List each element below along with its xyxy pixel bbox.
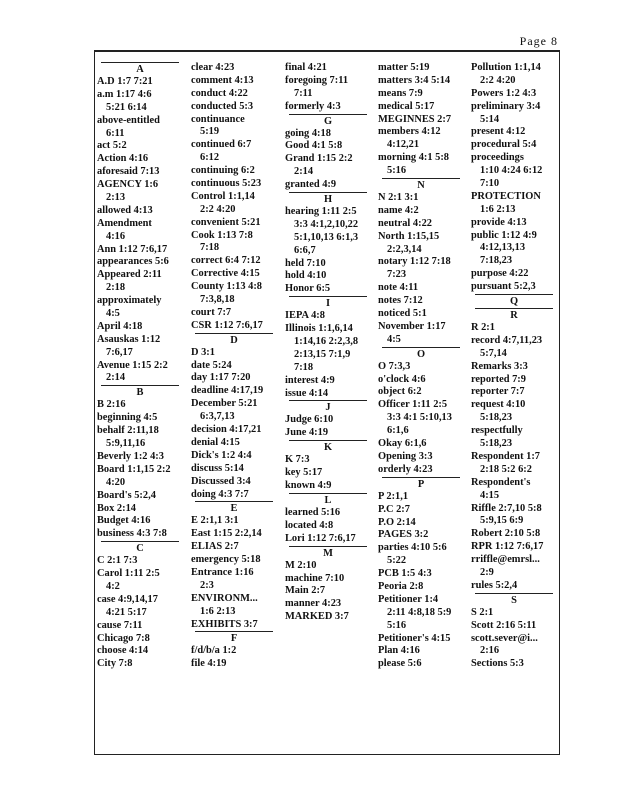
index-entry: East 1:15 2:2,14 [191, 528, 262, 540]
index-entry: Action 4:16 [97, 153, 149, 165]
index-entry: provide 4:13 [471, 216, 527, 228]
index-entry: purpose 4:22 [471, 268, 529, 280]
index-entry-continuation: 6:3,7,13 [200, 411, 235, 423]
index-entry-continuation: 2:2 4:20 [200, 203, 236, 215]
index-entry: located 4:8 [285, 519, 334, 531]
index-entry: Budget 4:16 [97, 515, 151, 527]
index-entry: Petitioner's 4:15 [378, 632, 451, 644]
index-entry: Plan 4:16 [378, 645, 420, 657]
index-entry: procedural 5:4 [471, 139, 537, 151]
index-entry: D 3:1 [191, 346, 215, 358]
index-column-3 [285, 62, 371, 624]
index-entry: Grand 1:15 2:2 [285, 153, 353, 165]
section-header: H [285, 192, 371, 206]
index-entry-continuation: 6:1,6 [387, 425, 409, 437]
index-entry: appearances 5:6 [97, 256, 169, 268]
index-entry: CSR 1:12 7:6,17 [191, 319, 263, 331]
index-entry: foregoing 7:11 [285, 74, 349, 86]
section-header: G [285, 114, 371, 128]
index-entry: Asauskas 1:12 [97, 333, 161, 345]
index-entry: business 4:3 7:8 [97, 528, 167, 540]
index-entry: B 2:16 [97, 399, 126, 411]
index-entry: hold 4:10 [285, 270, 327, 282]
index-entry: clear 4:23 [191, 62, 235, 73]
index-entry-continuation: 5:18,23 [480, 438, 513, 450]
index-entry: granted 4:9 [285, 179, 337, 191]
index-entry: notes 7:12 [378, 295, 423, 307]
index-entry: S 2:1 [471, 606, 494, 618]
index-entry: North 1:15,15 [378, 230, 440, 242]
index-entry-continuation: 7:11 [294, 87, 313, 99]
index-entry-continuation: 4:12,13,13 [480, 242, 526, 254]
section-header: Q [471, 294, 557, 308]
index-entry: machine 7:10 [285, 572, 345, 584]
index-entry: object 6:2 [378, 386, 422, 398]
index-entry: Honor 6:5 [285, 283, 331, 295]
index-entry: Control 1:1,14 [191, 190, 255, 202]
index-entry: scott.sever@i... [471, 632, 538, 644]
index-column-5 [471, 62, 557, 671]
index-entry: reporter 7:7 [471, 386, 525, 398]
index-entry: Box 2:14 [97, 502, 136, 514]
index-entry: Good 4:1 5:8 [285, 140, 343, 152]
index-column-4 [378, 62, 464, 671]
index-entry: AGENCY 1:6 [97, 179, 159, 191]
index-entry: Illinois 1:1,6,14 [285, 323, 353, 335]
index-entry: deadline 4:17,19 [191, 385, 264, 397]
index-entry-continuation: 6:11 [106, 127, 125, 139]
index-entry: M 2:10 [285, 559, 317, 571]
index-entry: known 4:9 [285, 480, 332, 492]
index-entry-continuation: 4:5 [387, 333, 401, 345]
section-header: F [191, 631, 277, 645]
index-entry-continuation: 5:16 [387, 165, 407, 177]
index-entry: Corrective 4:15 [191, 268, 260, 280]
index-entry: Beverly 1:2 4:3 [97, 450, 164, 462]
index-entry: Dick's 1:2 4:4 [191, 449, 252, 461]
index-entry-continuation: 3:3 4:1 5:10,13 [387, 412, 452, 424]
index-entry-continuation: 5:19 [200, 126, 220, 138]
index-entry: ENVIRONM... [191, 592, 258, 604]
index-entry-continuation: 2:3 [200, 579, 214, 591]
index-entry: matters 3:4 5:14 [378, 74, 451, 86]
index-entry-continuation: 7:18 [200, 242, 220, 254]
index-entry: Discussed 3:4 [191, 475, 251, 487]
index-entry: going 4:18 [285, 127, 331, 139]
index-entry: Peoria 2:8 [378, 580, 424, 592]
index-entry: o'clock 4:6 [378, 373, 426, 385]
index-entry: Chicago 7:8 [97, 632, 150, 644]
index-entry-continuation: 5:22 [387, 555, 407, 567]
index-entry: final 4:21 [285, 62, 327, 73]
index-entry: reported 7:9 [471, 373, 526, 385]
index-entry: above-entitled [97, 114, 160, 126]
index-entry-continuation: 7:3,8,18 [200, 294, 235, 306]
index-entry: rules 5:2,4 [471, 579, 518, 591]
section-header: P [378, 477, 464, 491]
index-entry: respectfully [471, 425, 523, 437]
index-entry: medical 5:17 [378, 100, 435, 112]
index-entry: continuance [191, 113, 245, 125]
index-entry-continuation: 2:14 [294, 166, 314, 178]
index-entry: ELIAS 2:7 [191, 541, 239, 553]
index-entry: Officer 1:11 2:5 [378, 399, 448, 411]
index-entry: name 4:2 [378, 204, 419, 216]
index-entry-continuation: 1:10 4:24 6:12 [480, 165, 543, 177]
index-entry: allowed 4:13 [97, 204, 153, 216]
index-entry: key 5:17 [285, 467, 323, 479]
index-entry: manner 4:23 [285, 598, 342, 610]
index-entry-continuation: 2:18 [106, 282, 126, 294]
index-entry: approximately [97, 295, 162, 307]
index-entry: Appeared 2:11 [97, 269, 162, 281]
index-entry: Okay 6:1,6 [378, 438, 427, 450]
index-entry: f/d/b/a 1:2 [191, 645, 237, 657]
index-entry: Riffle 2:7,10 5:8 [471, 502, 542, 514]
index-entry: rriffle@emrsl... [471, 554, 540, 566]
index-entry: PROTECTION [471, 190, 541, 202]
index-entry: Cook 1:13 7:8 [191, 229, 253, 241]
index-entry-continuation: 7:23 [387, 269, 407, 281]
index-entry: neutral 4:22 [378, 217, 432, 229]
index-entry: MEGINNES 2:7 [378, 113, 452, 125]
index-entry: PCB 1:5 4:3 [378, 568, 432, 580]
index-entry: C 2:1 7:3 [97, 555, 138, 567]
index-entry-continuation: 5:9,15 6:9 [480, 515, 524, 527]
section-header: S [471, 593, 557, 607]
index-entry: noticed 5:1 [378, 308, 427, 320]
index-entry-continuation: 1:14,16 2:2,3,8 [294, 336, 359, 348]
index-entry: cause 7:11 [97, 619, 143, 631]
index-entry: please 5:6 [378, 658, 422, 670]
index-entry: choose 4:14 [97, 645, 149, 657]
index-entry: date 5:24 [191, 359, 232, 371]
index-entry: June 4:19 [285, 427, 329, 439]
section-header: B [97, 385, 183, 399]
index-entry-continuation: 2:9 [480, 566, 494, 578]
index-entry: continued 6:7 [191, 139, 252, 151]
page-number: Page 8 [519, 34, 558, 48]
index-entry: Judge 6:10 [285, 414, 334, 426]
index-entry: RPR 1:12 7:6,17 [471, 541, 544, 553]
index-entry: Robert 2:10 5:8 [471, 528, 541, 540]
index-entry: Respondent's [471, 476, 531, 488]
index-entry: continuing 6:2 [191, 165, 255, 177]
index-entry: R 2:1 [471, 322, 495, 334]
index-entry: record 4:7,11,23 [471, 334, 543, 346]
index-entry-continuation: 4:12,21 [387, 139, 420, 151]
index-entry: conduct 4:22 [191, 87, 248, 99]
index-entry: morning 4:1 5:8 [378, 152, 449, 164]
section-header: A [97, 62, 183, 76]
index-entry: behalf 2:11,18 [97, 425, 159, 437]
index-frame [94, 50, 560, 755]
index-entry: P.C 2:7 [378, 503, 410, 515]
index-entry: Lori 1:12 7:6,17 [285, 532, 356, 544]
index-entry: Petitioner 1:4 [378, 593, 439, 605]
index-entry: O 7:3,3 [378, 360, 411, 372]
index-entry-continuation: 5:7,14 [480, 347, 507, 359]
index-column-1 [97, 62, 183, 671]
index-entry: P.O 2:14 [378, 516, 416, 528]
index-entry: MARKED 3:7 [285, 611, 349, 623]
index-entry: comment 4:13 [191, 74, 254, 86]
index-entry: November 1:17 [378, 320, 446, 332]
index-entry: public 1:12 4:9 [471, 229, 537, 241]
index-entry: County 1:13 4:8 [191, 281, 263, 293]
index-entry-continuation: 2:18 5:2 6:2 [480, 463, 532, 475]
index-entry: learned 5:16 [285, 506, 341, 518]
index-entry: Respondent 1:7 [471, 450, 540, 462]
index-entry-continuation: 6:6,7 [294, 244, 316, 256]
index-entry-continuation: 1:6 2:13 [200, 605, 236, 617]
index-entry-continuation: 3:3 4:1,2,10,22 [294, 218, 359, 230]
index-entry-continuation: 5:9,11,16 [106, 438, 146, 450]
section-header: M [285, 546, 371, 560]
section-header: K [285, 440, 371, 454]
index-entry: means 7:9 [378, 87, 423, 99]
index-entry: EXHIBITS 3:7 [191, 618, 258, 630]
index-entry: A.D 1:7 7:21 [97, 76, 153, 87]
index-entry: Amendment [97, 217, 152, 229]
index-entry: issue 4:14 [285, 387, 329, 399]
index-entry-continuation: 6:12 [200, 152, 220, 164]
index-entry-continuation: 5:21 6:14 [106, 101, 147, 113]
index-entry: act 5:2 [97, 140, 127, 152]
index-entry: doing 4:3 7:7 [191, 488, 249, 500]
section-header: L [285, 493, 371, 507]
index-entry: orderly 4:23 [378, 463, 433, 475]
index-entry-continuation: 7:10 [480, 178, 500, 190]
index-entry-continuation: 7:18,23 [480, 255, 513, 267]
index-entry: matter 5:19 [378, 62, 430, 73]
index-entry: April 4:18 [97, 320, 143, 332]
index-entry: Main 2:7 [285, 585, 326, 597]
index-entry: discuss 5:14 [191, 462, 244, 474]
index-entry-continuation: 2:16 [480, 645, 500, 657]
section-header: C [97, 541, 183, 555]
index-entry: City 7:8 [97, 658, 133, 670]
index-entry: aforesaid 7:13 [97, 166, 160, 178]
index-entry: correct 6:4 7:12 [191, 255, 261, 267]
index-entry: day 1:17 7:20 [191, 372, 251, 384]
index-entry: a.m 1:17 4:6 [97, 88, 152, 100]
index-entry: pursuant 5:2,3 [471, 281, 536, 293]
index-entry-continuation: 2:11 4:8,18 5:9 [387, 606, 452, 618]
index-entry: request 4:10 [471, 399, 526, 411]
index-entry-continuation: 7:18 [294, 361, 314, 373]
index-entry: N 2:1 3:1 [378, 192, 419, 204]
index-entry: E 2:1,1 3:1 [191, 515, 239, 527]
section-header: D [191, 333, 277, 347]
index-entry: Sections 5:3 [471, 658, 524, 670]
index-entry: P 2:1,1 [378, 490, 409, 502]
index-entry-continuation: 1:6 2:13 [480, 203, 516, 215]
index-entry: IEPA 4:8 [285, 310, 325, 322]
index-entry: decision 4:17,21 [191, 424, 262, 436]
index-entry: held 7:10 [285, 257, 326, 269]
index-entry: case 4:9,14,17 [97, 593, 158, 605]
index-entry: Ann 1:12 7:6,17 [97, 243, 168, 255]
index-entry: Avenue 1:15 2:2 [97, 359, 168, 371]
index-entry-continuation: 7:6,17 [106, 346, 133, 358]
index-entry-continuation: 5:14 [480, 113, 500, 125]
index-entry-continuation: 4:2 [106, 580, 120, 592]
index-entry-continuation: 5:16 [387, 619, 407, 631]
index-entry: formerly 4:3 [285, 100, 341, 112]
index-entry-continuation: 2:2,3,14 [387, 243, 422, 255]
index-entry: present 4:12 [471, 126, 526, 138]
index-entry: emergency 5:18 [191, 554, 261, 566]
index-entry: Board's 5:2,4 [97, 489, 156, 501]
index-entry: Opening 3:3 [378, 450, 433, 462]
index-entry: notary 1:12 7:18 [378, 256, 451, 268]
index-entry-continuation: 4:5 [106, 308, 120, 320]
index-entry: proceedings [471, 152, 524, 164]
index-entry: Board 1:1,15 2:2 [97, 463, 171, 475]
index-entry-continuation: 5:18,23 [480, 412, 513, 424]
index-entry: continuous 5:23 [191, 178, 262, 190]
index-entry: K 7:3 [285, 454, 310, 466]
section-header: J [285, 400, 371, 414]
section-header: R [471, 308, 557, 322]
index-entry: Entrance 1:16 [191, 566, 254, 578]
index-entry: beginning 4:5 [97, 412, 158, 424]
index-entry: PAGES 3:2 [378, 529, 429, 541]
index-entry: convenient 5:21 [191, 216, 261, 228]
index-entry-continuation: 2:13 [106, 192, 126, 204]
index-entry: Remarks 3:3 [471, 360, 528, 372]
index-entry: Scott 2:16 5:11 [471, 619, 537, 631]
section-header: E [191, 501, 277, 515]
index-entry: preliminary 3:4 [471, 100, 541, 112]
index-entry: hearing 1:11 2:5 [285, 206, 357, 218]
index-entry: file 4:19 [191, 658, 227, 670]
index-entry: December 5:21 [191, 398, 258, 410]
section-header: N [378, 178, 464, 192]
index-entry-continuation: 5:1,10,13 6:1,3 [294, 231, 359, 243]
index-entry: Carol 1:11 2:5 [97, 568, 160, 580]
index-entry: members 4:12 [378, 126, 441, 138]
index-entry: Pollution 1:1,14 [471, 62, 541, 73]
index-entry-continuation: 4:20 [106, 476, 126, 488]
index-column-2 [191, 62, 277, 671]
index-entry-continuation: 2:14 [106, 372, 126, 384]
index-entry-continuation: 2:13,15 7:1,9 [294, 348, 351, 360]
index-entry-continuation: 4:15 [480, 489, 500, 501]
index-entry: note 4:11 [378, 282, 419, 294]
index-entry: denial 4:15 [191, 436, 240, 448]
section-header: O [378, 347, 464, 361]
index-entry: Powers 1:2 4:3 [471, 87, 537, 99]
index-entry-continuation: 4:21 5:17 [106, 606, 147, 618]
index-entry-continuation: 4:16 [106, 230, 126, 242]
index-entry-continuation: 2:2 4:20 [480, 74, 516, 86]
index-entry: parties 4:10 5:6 [378, 542, 447, 554]
index-entry: court 7:7 [191, 306, 232, 318]
section-header: I [285, 296, 371, 310]
index-entry: conducted 5:3 [191, 100, 254, 112]
index-entry: interest 4:9 [285, 374, 335, 386]
